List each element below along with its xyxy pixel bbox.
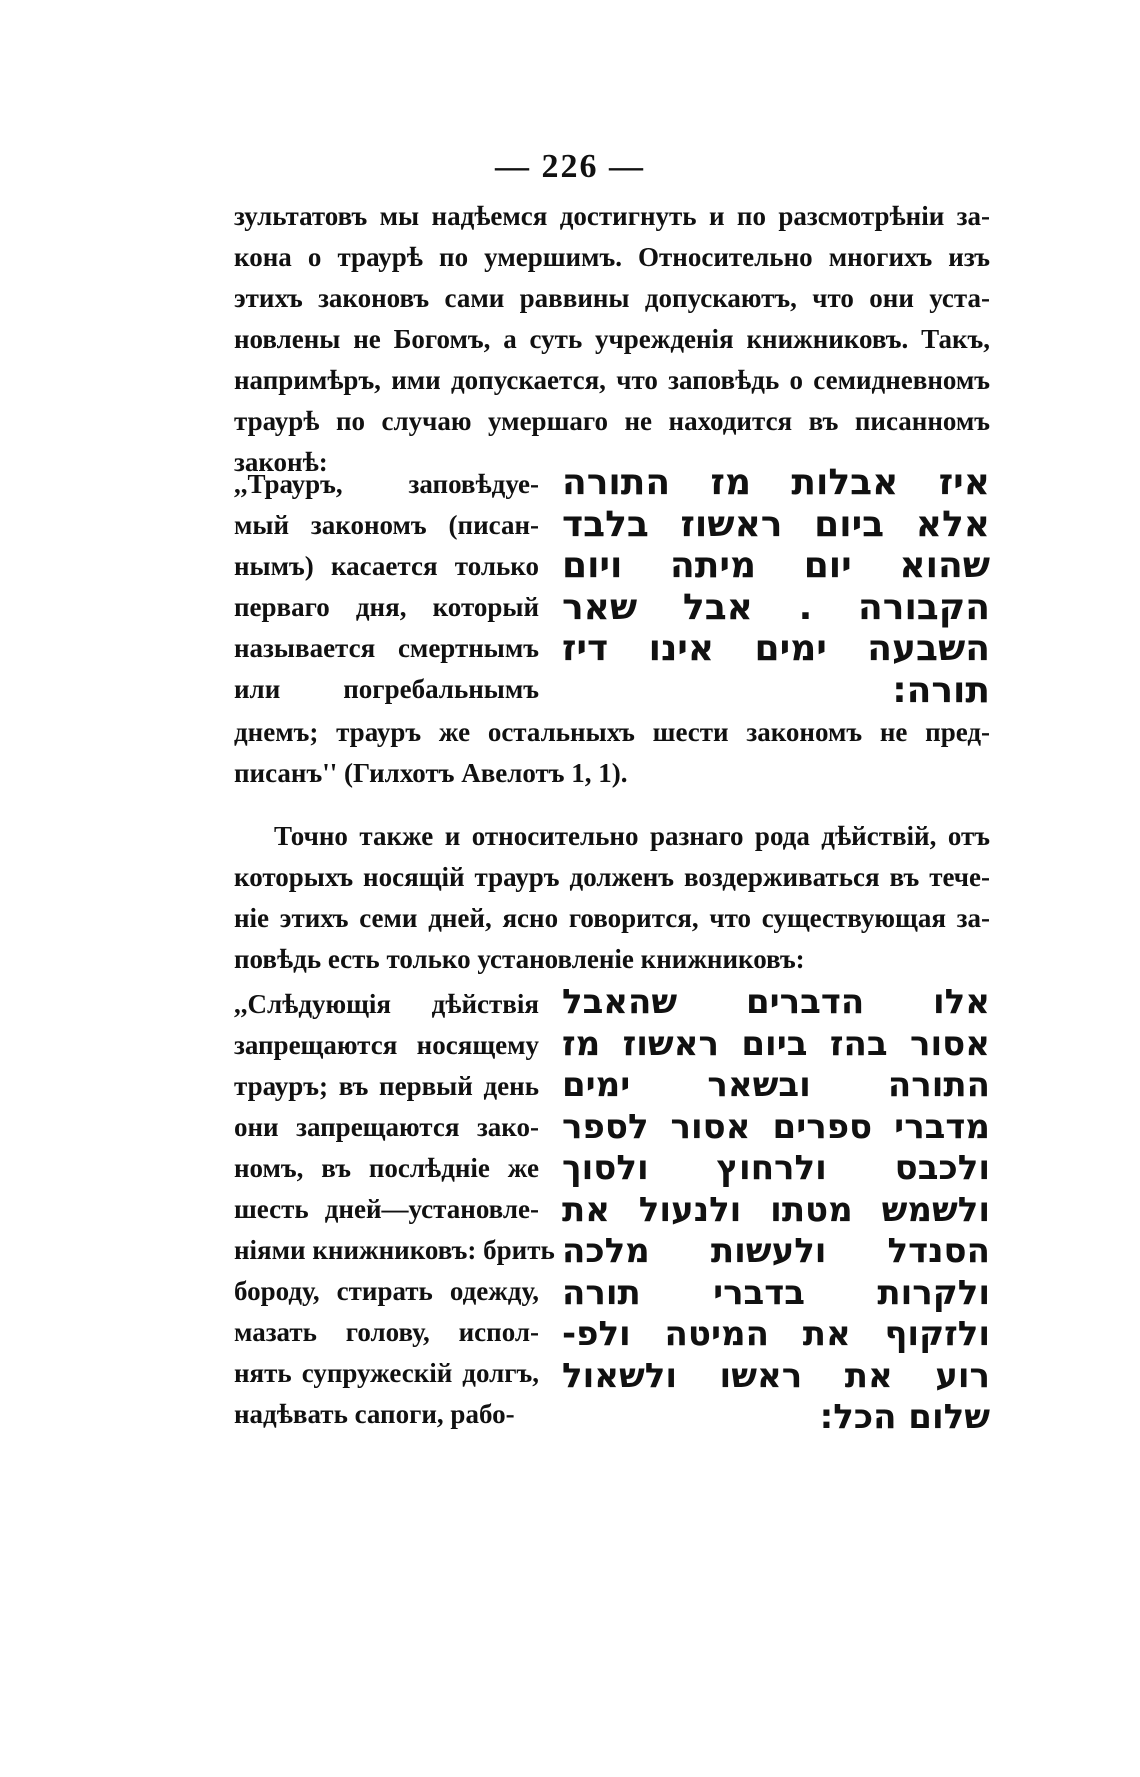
quote-1-continuation-line: днемъ; трауръ же остальныхъ шести закономъ не пред- (234, 717, 990, 747)
quote-1-russian (234, 464, 539, 710)
quote-1-russian-line: или погребальнымъ (234, 674, 539, 704)
paragraph-1-line: законѣ: (234, 447, 328, 477)
paragraph-2-line: повѣдь есть только установленіе книжниковъ: (234, 944, 805, 974)
quote-2-russian-line: трауръ; въ первый день (234, 1071, 539, 1101)
quote-1-russian-line: ,,Трауръ, заповѣдуе- (234, 469, 539, 499)
paragraph-1-line: новлены не Богомъ, а суть учрежденія книжниковъ. Такъ, (234, 324, 990, 354)
paragraph-2-line: Точно также и относительно разнаго рода дѣйствій, отъ (274, 821, 990, 851)
page-number: — 226 — (495, 148, 645, 185)
quote-2-hebrew (562, 982, 990, 1439)
quote-2-russian-line: нять супружескій долгъ, (234, 1358, 539, 1388)
quote-2-hebrew-line: רוע את ראשו ולשאול (562, 1355, 990, 1396)
quote-2-hebrew-line: ולקרות בדברי תורה (562, 1272, 990, 1313)
quote-2-russian-line: они запрещаются зако- (234, 1112, 539, 1142)
quote-2-russian-line: ніями книжниковъ: брить (234, 1235, 555, 1265)
paragraph-1 (234, 196, 990, 483)
quote-1-hebrew-line: הקבורה . אבל שאר (562, 586, 990, 628)
paragraph-2-line: ніе этихъ семи дней, ясно говорится, что существующая за- (234, 903, 990, 933)
quote-2-russian-line: шесть дней—установле- (234, 1194, 539, 1224)
paragraph-2 (234, 816, 990, 980)
quote-1-russian-line: называется смертнымъ (234, 633, 539, 663)
quote-2-hebrew-line: ולכבס ולרחוץ ולסוך (562, 1148, 990, 1188)
quote-1-hebrew-line: איז אבלות מז התורה (562, 462, 990, 503)
paragraph-1-line: траурѣ по случаю умершаго не находится въ писанномъ (234, 406, 990, 436)
quote-2-hebrew-line: אלו הדברים שהאבל (562, 982, 990, 1022)
quote-1-hebrew (562, 462, 990, 711)
quote-2-russian-line: надѣвать сапоги, рабо- (234, 1399, 515, 1429)
paragraph-1-line: этихъ законовъ сами раввины допускаютъ, что они уста- (234, 283, 990, 313)
quote-2-russian-line: мазать голову, испол- (234, 1317, 539, 1347)
quote-2-hebrew-line: הסנדל ולעשות מלכה (562, 1231, 990, 1271)
quote-2-russian (234, 984, 555, 1435)
quote-2-hebrew-line: ולשמש מטתו ולנעול את (562, 1189, 990, 1230)
quote-2-russian-line: ,,Слѣдующія дѣйствія (234, 989, 539, 1019)
quote-1-hebrew-line: אלא ביום ראשוז בלבד (562, 503, 990, 545)
quote-1-russian-line: мый закономъ (писан- (234, 510, 539, 540)
quote-1-hebrew-line: שהוא יום מיתה ויום (562, 545, 990, 586)
quote-2-hebrew-line: מדברי ספרים אסור לספר (562, 1106, 990, 1147)
quote-2-russian-line: номъ, въ послѣдніе же (234, 1153, 539, 1183)
quote-1-continuation-line: писанъ'' (Гилхотъ Авелотъ 1, 1). (234, 758, 628, 788)
paragraph-1-line: зультатовъ мы надѣемся достигнуть и по разсмотрѣніи за- (234, 201, 990, 231)
quote-2-hebrew-line: התורה ובשאר ימים (562, 1065, 990, 1105)
quote-2-russian-line: запрещаются носящему (234, 1030, 539, 1060)
quote-2-hebrew-line: אסור בהז ביום ראשוז מז (562, 1023, 990, 1064)
paragraph-1-line: кона о траурѣ по умершимъ. Относительно многихъ изъ (234, 242, 990, 272)
quote-2-russian-line: бороду, стирать одежду, (234, 1276, 539, 1306)
quote-1-hebrew-line: השבעה ימים אינו דיז (562, 628, 990, 669)
quote-1-hebrew-line: תורה: (892, 669, 990, 711)
quote-2-hebrew-line: שלום הכל: (819, 1397, 990, 1437)
quote-2-hebrew-line: ולזקוף את המיטה ולפ- (562, 1314, 990, 1354)
quote-1-russian-line: перваго дня, который (234, 592, 539, 622)
paragraph-2-line: которыхъ носящій трауръ долженъ воздерживаться въ тече- (234, 862, 990, 892)
quote-1-russian-line: нымъ) касается только (234, 551, 539, 581)
quote-1-continuation (234, 712, 990, 794)
paragraph-1-line: напримѣръ, ими допускается, что заповѣдь о семидневномъ (234, 365, 990, 395)
